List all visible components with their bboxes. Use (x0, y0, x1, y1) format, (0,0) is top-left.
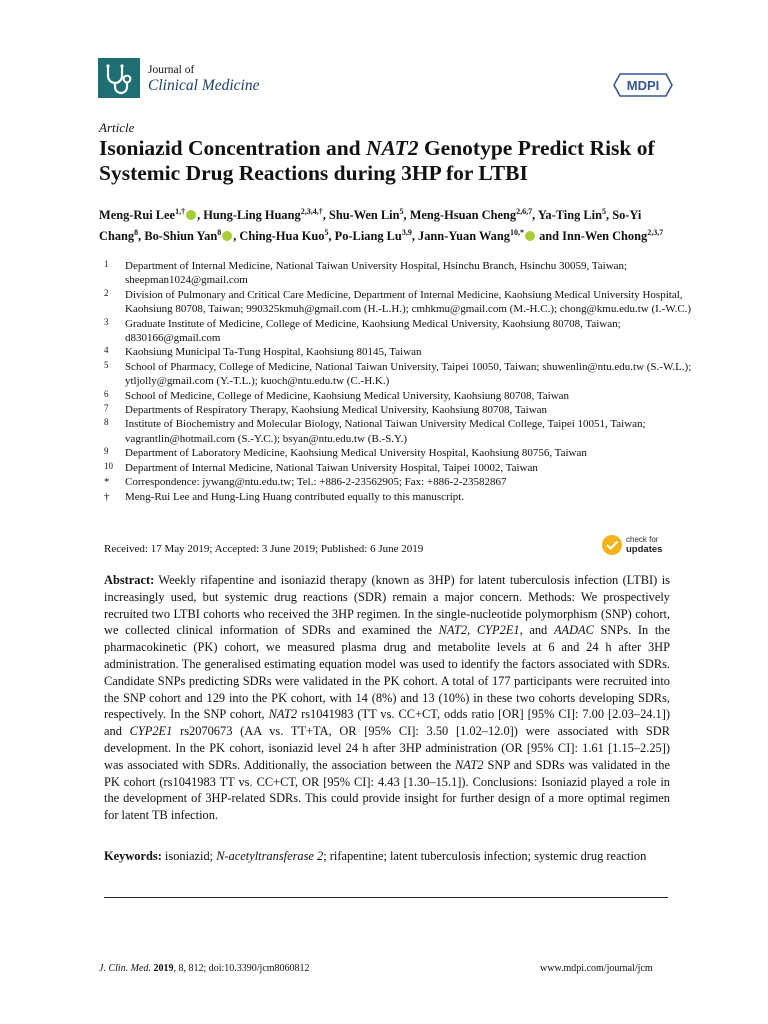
affiliation-item (104, 475, 694, 489)
affiliation-item (104, 259, 694, 288)
title-part-2: Genotype Predict Risk of Systemic Drug Reactions during 3HP for LTBI (99, 136, 655, 185)
keywords-segment: Keywords: (104, 849, 162, 863)
abstract-segment: AADAC (553, 623, 594, 638)
author-affiliation-marks: 8 (134, 228, 139, 238)
author-separator: , (403, 208, 410, 223)
footer-journal-abbr: J. Clin. Med. (99, 963, 151, 974)
author-separator: , (233, 229, 240, 244)
abstract (104, 572, 670, 824)
affiliations (104, 259, 694, 504)
author-name: Ya-Ting Lin (537, 208, 603, 223)
journal-name (148, 64, 259, 95)
check-updates-line1: check for (626, 535, 659, 544)
author-affiliation-marks: 2,3,4,† (300, 207, 323, 216)
abstract-segment: SNPs. In the pharmacokinetic (PK) cohort, we measured plasma drug and metabolite levels at 6 and 24 h after 3HP administration. The generalised estimating equation model was used to identify the factors associated with SDRs. Candidate SNPs predicting SDRs were validated in the PK cohort. A total of 177 participants were recruited into the SNP cohort and 129 into the PK cohort, with 14 (8%) and 13 (10%) in these two cohorts developing SDRs, respectively. In the SNP cohort, (104, 623, 670, 722)
affiliation-text: Kaohsiung Municipal Ta-Tung Hospital, Kaohsiung 80145, Taiwan (125, 346, 422, 359)
abstract-segment: NAT2 (268, 707, 298, 722)
mdpi-logo (612, 70, 674, 100)
abstract-segment: CYP2E1 (129, 724, 173, 739)
abstract-segment: NAT2 (438, 623, 468, 638)
divider-rule (104, 897, 668, 898)
author-separator: , (197, 208, 204, 223)
affiliation-number: 8 (104, 417, 109, 428)
author-name: Meng-Rui Lee (99, 208, 176, 223)
affiliation-item (104, 403, 694, 417)
affiliation-number: 10 (104, 460, 113, 471)
publication-dates: Received: 17 May 2019; Accepted: 3 June 2019; Published: 6 June 2019 (104, 543, 424, 555)
abstract-segment: , (467, 623, 477, 638)
title-part-1: Isoniazid Concentration and (99, 136, 366, 160)
abstract-segment: rs1041983 (TT vs. CC+CT, odds ratio [OR] [95% CI]: 7.00 [2.03–24.1]) and (104, 707, 671, 739)
affiliation-number: 3 (104, 316, 109, 327)
affiliation-text: School of Medicine, College of Medicine, Kaohsiung Medical University, Kaohsiung 80708, Taiwan (125, 389, 570, 402)
author-affiliation-marks: 2,6,7 (516, 207, 533, 216)
journal-logo-stethoscope-icon (98, 58, 140, 98)
author-name: Po-Liang Lu (334, 229, 402, 244)
article-title (99, 136, 699, 186)
affiliation-number: 4 (104, 345, 109, 356)
journal-title: Clinical Medicine (148, 77, 260, 95)
affiliation-item (104, 446, 694, 460)
affiliation-item (104, 288, 694, 317)
affiliation-text: Department of Internal Medicine, National Taiwan University Hospital, Taipei 10002, Taiwan (125, 461, 538, 474)
abstract-segment: Weekly rifapentine and isoniazid therapy (known as 3HP) for latent tuberculosis infection (LTBI) is increasingly used, but systemic drug reactions (SDR) remain a major concern. Methods: We prospectively recruited two LTBI cohorts who received the 3HP regimen. In the single-nucleotide polymorphism (SNP) cohort, we collected clinical information of SDRs and examined the (104, 573, 670, 638)
affiliation-text: Meng-Rui Lee and Hung-Ling Huang contributed equally to this manuscript. (125, 490, 465, 503)
author-name: Ching-Hua Kuo (239, 229, 325, 244)
author-separator: , (532, 208, 538, 223)
author-separator: , (606, 208, 613, 223)
affiliation-item (104, 360, 694, 389)
check-updates-line2: updates (626, 544, 663, 555)
author-separator: and (535, 229, 563, 244)
affiliation-number: 7 (104, 403, 109, 414)
affiliation-item (104, 345, 694, 359)
abstract-segment: rs2070673 (AA vs. TT+TA, OR [95% CI]: 3.50 [1.02–12.0]) were associated with SDR development. In the PK cohort, isoniazid level 24 h after 3HP administration (OR [95% CI]: 1.61 [1.15–2.25]) was associated with SDRs. Additionally, the association between the (104, 724, 670, 772)
author-affiliation-marks: 5 (324, 228, 329, 238)
affiliation-text: Departments of Respiratory Therapy, Kaohsiung Medical University, Kaohsiung 80708, Taiwan (125, 404, 548, 417)
abstract-segment: , and (519, 623, 554, 638)
affiliation-number: 2 (104, 287, 109, 298)
mdpi-logo-text: MDPI (626, 78, 660, 93)
orcid-icon[interactable] (186, 210, 196, 220)
check-updates-icon (602, 535, 622, 555)
affiliation-number: 9 (104, 446, 109, 457)
abstract-segment: Abstract: (104, 573, 155, 587)
keywords-segment: N-acetyltransferase 2 (216, 849, 324, 863)
affiliation-text: Department of Internal Medicine, National Taiwan University Hospital, Hsinchu Branch, Hsinchu 30059, Taiwan; sheepman1024@gmail.com (125, 260, 628, 287)
footer-citation (99, 963, 310, 974)
affiliation-number: † (104, 490, 110, 503)
author-name: So-Yi Chang (99, 208, 642, 244)
affiliation-text: Department of Laboratory Medicine, Kaohsiung Medical University Hospital, Kaohsiung 80756, Taiwan (125, 447, 587, 460)
abstract-segment: SNP and SDRs was validated in the PK cohort (rs1041983 TT vs. CC+CT, OR [95% CI]: 4.43 [1.30–15.1]). Conclusions: Isoniazid played a role in the development of 3HP-related SDRs. This could provide insight for further design of a more optimal regimen for latent TB infection. (104, 757, 670, 823)
author-name: Inn-Wen Chong (562, 229, 648, 244)
author-name: Hung-Ling Huang (203, 208, 301, 223)
author-affiliation-marks: 8 (217, 228, 222, 238)
affiliation-text: Institute of Biochemistry and Molecular Biology, National Taiwan University Medical College, Taipei 10051, Taiwan; vagrantlin@hotmail.com (S.-Y.C.); bsyan@ntu.edu.tw (B.-S.Y.) (125, 418, 646, 445)
abstract-segment: CYP2E1 (476, 623, 520, 638)
footer-journal-url[interactable]: www.mdpi.com/journal/jcm (540, 963, 653, 974)
author-affiliation-marks: 2,3,7 (647, 228, 664, 238)
affiliation-item (104, 389, 694, 403)
title-gene: NAT2 (366, 136, 419, 160)
affiliation-text: Division of Pulmonary and Critical Care Medicine, Department of Internal Medicine, Kaohsiung Medical University Hospital, Kaohsiung 80708, Taiwan; 990325kmuh@gmail.com (H.-L.H.); cmhkmu@gmail.com (M.-H.C.); chong@kmu.edu.tw (I.-W.C.) (125, 288, 692, 316)
footer-year: 2019 (153, 963, 174, 974)
affiliation-item (104, 317, 694, 346)
author-name: Bo-Shiun Yan (144, 229, 218, 244)
author-name: Shu-Wen Lin (328, 208, 400, 223)
author-separator: , (328, 229, 335, 244)
affiliation-text: School of Pharmacy, College of Medicine, National Taiwan University, Taipei 10050, Taiwan; shuwenlin@ntu.edu.tw (S.-W.L.); ytljolly@gmail.com (Y.-T.L.); kuoch@ntu.edu.tw (C.-H.K.) (125, 360, 692, 388)
author-affiliation-marks: 5 (602, 207, 607, 216)
author-separator: , (411, 229, 419, 244)
journal-of-label: Journal of (148, 64, 195, 76)
author-name: Meng-Hsuan Cheng (409, 208, 517, 223)
affiliation-number: 5 (104, 359, 109, 370)
affiliation-item (104, 490, 694, 504)
check-for-updates-badge[interactable] (600, 532, 680, 558)
article-type: Article (99, 120, 135, 135)
orcid-icon[interactable] (222, 231, 232, 241)
affiliation-number: 1 (104, 259, 109, 269)
footer-doi: , 8, 812; doi:10.3390/jcm8060812 (173, 963, 310, 974)
affiliation-number: * (104, 476, 110, 489)
author-affiliation-marks: 5 (399, 207, 404, 216)
author-affiliation-marks: 10,* (509, 228, 524, 238)
author-list (99, 203, 679, 245)
abstract-segment: NAT2 (455, 757, 484, 772)
affiliation-text: Graduate Institute of Medicine, College of Medicine, Kaohsiung Medical University, Kaohsiung 80708, Taiwan; d830166@gmail.com (125, 317, 621, 345)
keywords-segment: ; rifapentine; latent tuberculosis infection; systemic drug reaction (323, 849, 647, 863)
affiliation-item (104, 461, 694, 475)
keywords-segment: isoniazid; (161, 849, 217, 863)
affiliation-item (104, 417, 694, 446)
orcid-icon[interactable] (525, 231, 535, 241)
affiliation-text: Correspondence: jywang@ntu.edu.tw; Tel.: +886-2-23562905; Fax: +886-2-23582867 (125, 476, 507, 489)
affiliation-number: 6 (104, 388, 109, 399)
author-affiliation-marks: 1,† (175, 207, 186, 216)
author-name: Jann-Yuan Wang (418, 229, 510, 244)
author-separator: , (138, 229, 145, 244)
author-affiliation-marks: 3,9 (401, 228, 412, 238)
author-separator: , (322, 208, 329, 223)
keywords (104, 848, 670, 865)
